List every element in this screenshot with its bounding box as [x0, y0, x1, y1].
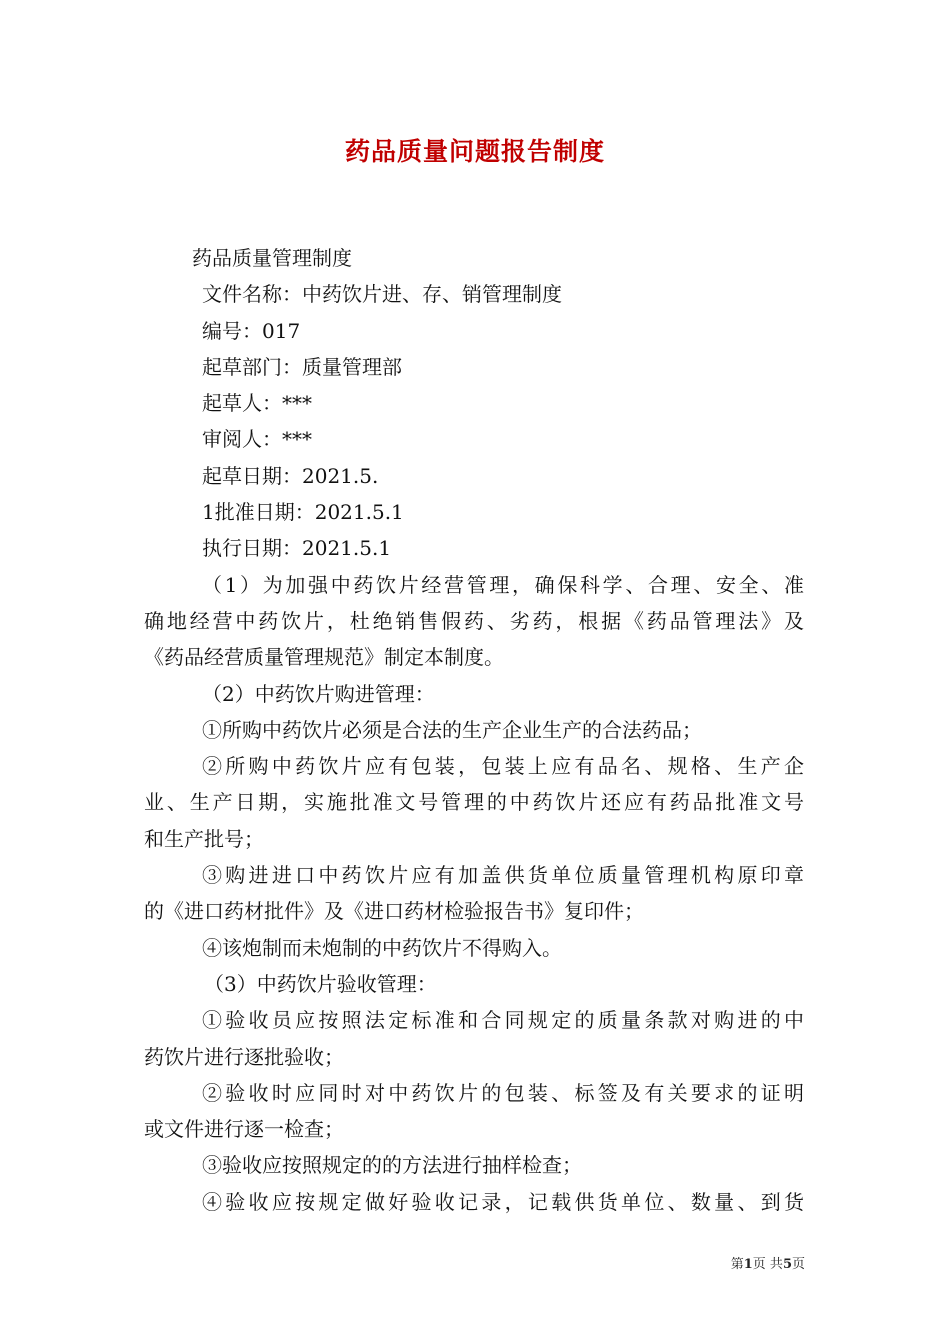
- document-body: [144, 240, 804, 1220]
- body-line: ③验收应按照规定的的方法进行抽样检查；: [202, 1153, 582, 1178]
- body-line: 起草部门：质量管理部: [202, 354, 402, 379]
- body-line: 审阅人：***: [202, 427, 312, 452]
- body-line: 《药品经营质量管理规范》制定本制度。: [144, 645, 504, 670]
- body-line: ①所购中药饮片必须是合法的生产企业生产的合法药品；: [202, 717, 702, 742]
- footer-prefix: 第: [730, 1257, 744, 1272]
- body-line: ②所购中药饮片应有包装，包装上应有品名、规格、生产企: [202, 754, 804, 779]
- body-line: 执行日期：2021.5.1: [202, 536, 392, 561]
- body-line: 起草人：***: [202, 391, 312, 416]
- body-line: 药品质量管理制度: [192, 246, 352, 270]
- body-line: 确地经营中药饮片，杜绝销售假药、劣药，根据《药品管理法》及: [144, 608, 804, 633]
- page-number-footer: [731, 1253, 805, 1272]
- body-line: 1批准日期：2021.5.1: [202, 500, 404, 525]
- footer-total-pages: 5: [782, 1257, 792, 1272]
- body-line: ②验收时应同时对中药饮片的包装、标签及有关要求的证明: [202, 1080, 804, 1105]
- body-line: ①验收员应按照法定标准和合同规定的质量条款对购进的中: [202, 1008, 804, 1033]
- body-line: （3）中药饮片验收管理：: [204, 971, 437, 996]
- body-line: 药饮片进行逐批验收；: [144, 1044, 344, 1069]
- body-line: 起草日期：2021.5.: [202, 463, 379, 488]
- body-line: （2）中药饮片购进管理：: [202, 681, 435, 706]
- footer-suffix: 页: [791, 1257, 805, 1272]
- footer-mid: 页 共: [752, 1257, 783, 1272]
- body-line: 的《进口药材批件》及《进口药材检验报告书》复印件；: [144, 899, 644, 924]
- body-line: 或文件进行逐一检查；: [144, 1117, 344, 1142]
- body-line: （1）为加强中药饮片经营管理，确保科学、合理、安全、准: [202, 572, 804, 597]
- body-line: ④验收应按规定做好验收记录，记载供货单位、数量、到货: [202, 1189, 804, 1214]
- document-title: 药品质量问题报告制度: [344, 137, 605, 166]
- body-line: ④该炮制而未炮制的中药饮片不得购入。: [202, 935, 562, 960]
- footer-current-page: 1: [743, 1257, 753, 1272]
- body-line: ③购进进口中药饮片应有加盖供货单位质量管理机构原印章: [202, 863, 804, 888]
- body-line: 和生产批号；: [144, 826, 264, 851]
- body-line: 编号：017: [202, 318, 301, 343]
- body-line: 文件名称：中药饮片进、存、销管理制度: [202, 282, 562, 307]
- body-line: 业、生产日期，实施批准文号管理的中药饮片还应有药品批准文号: [144, 790, 804, 815]
